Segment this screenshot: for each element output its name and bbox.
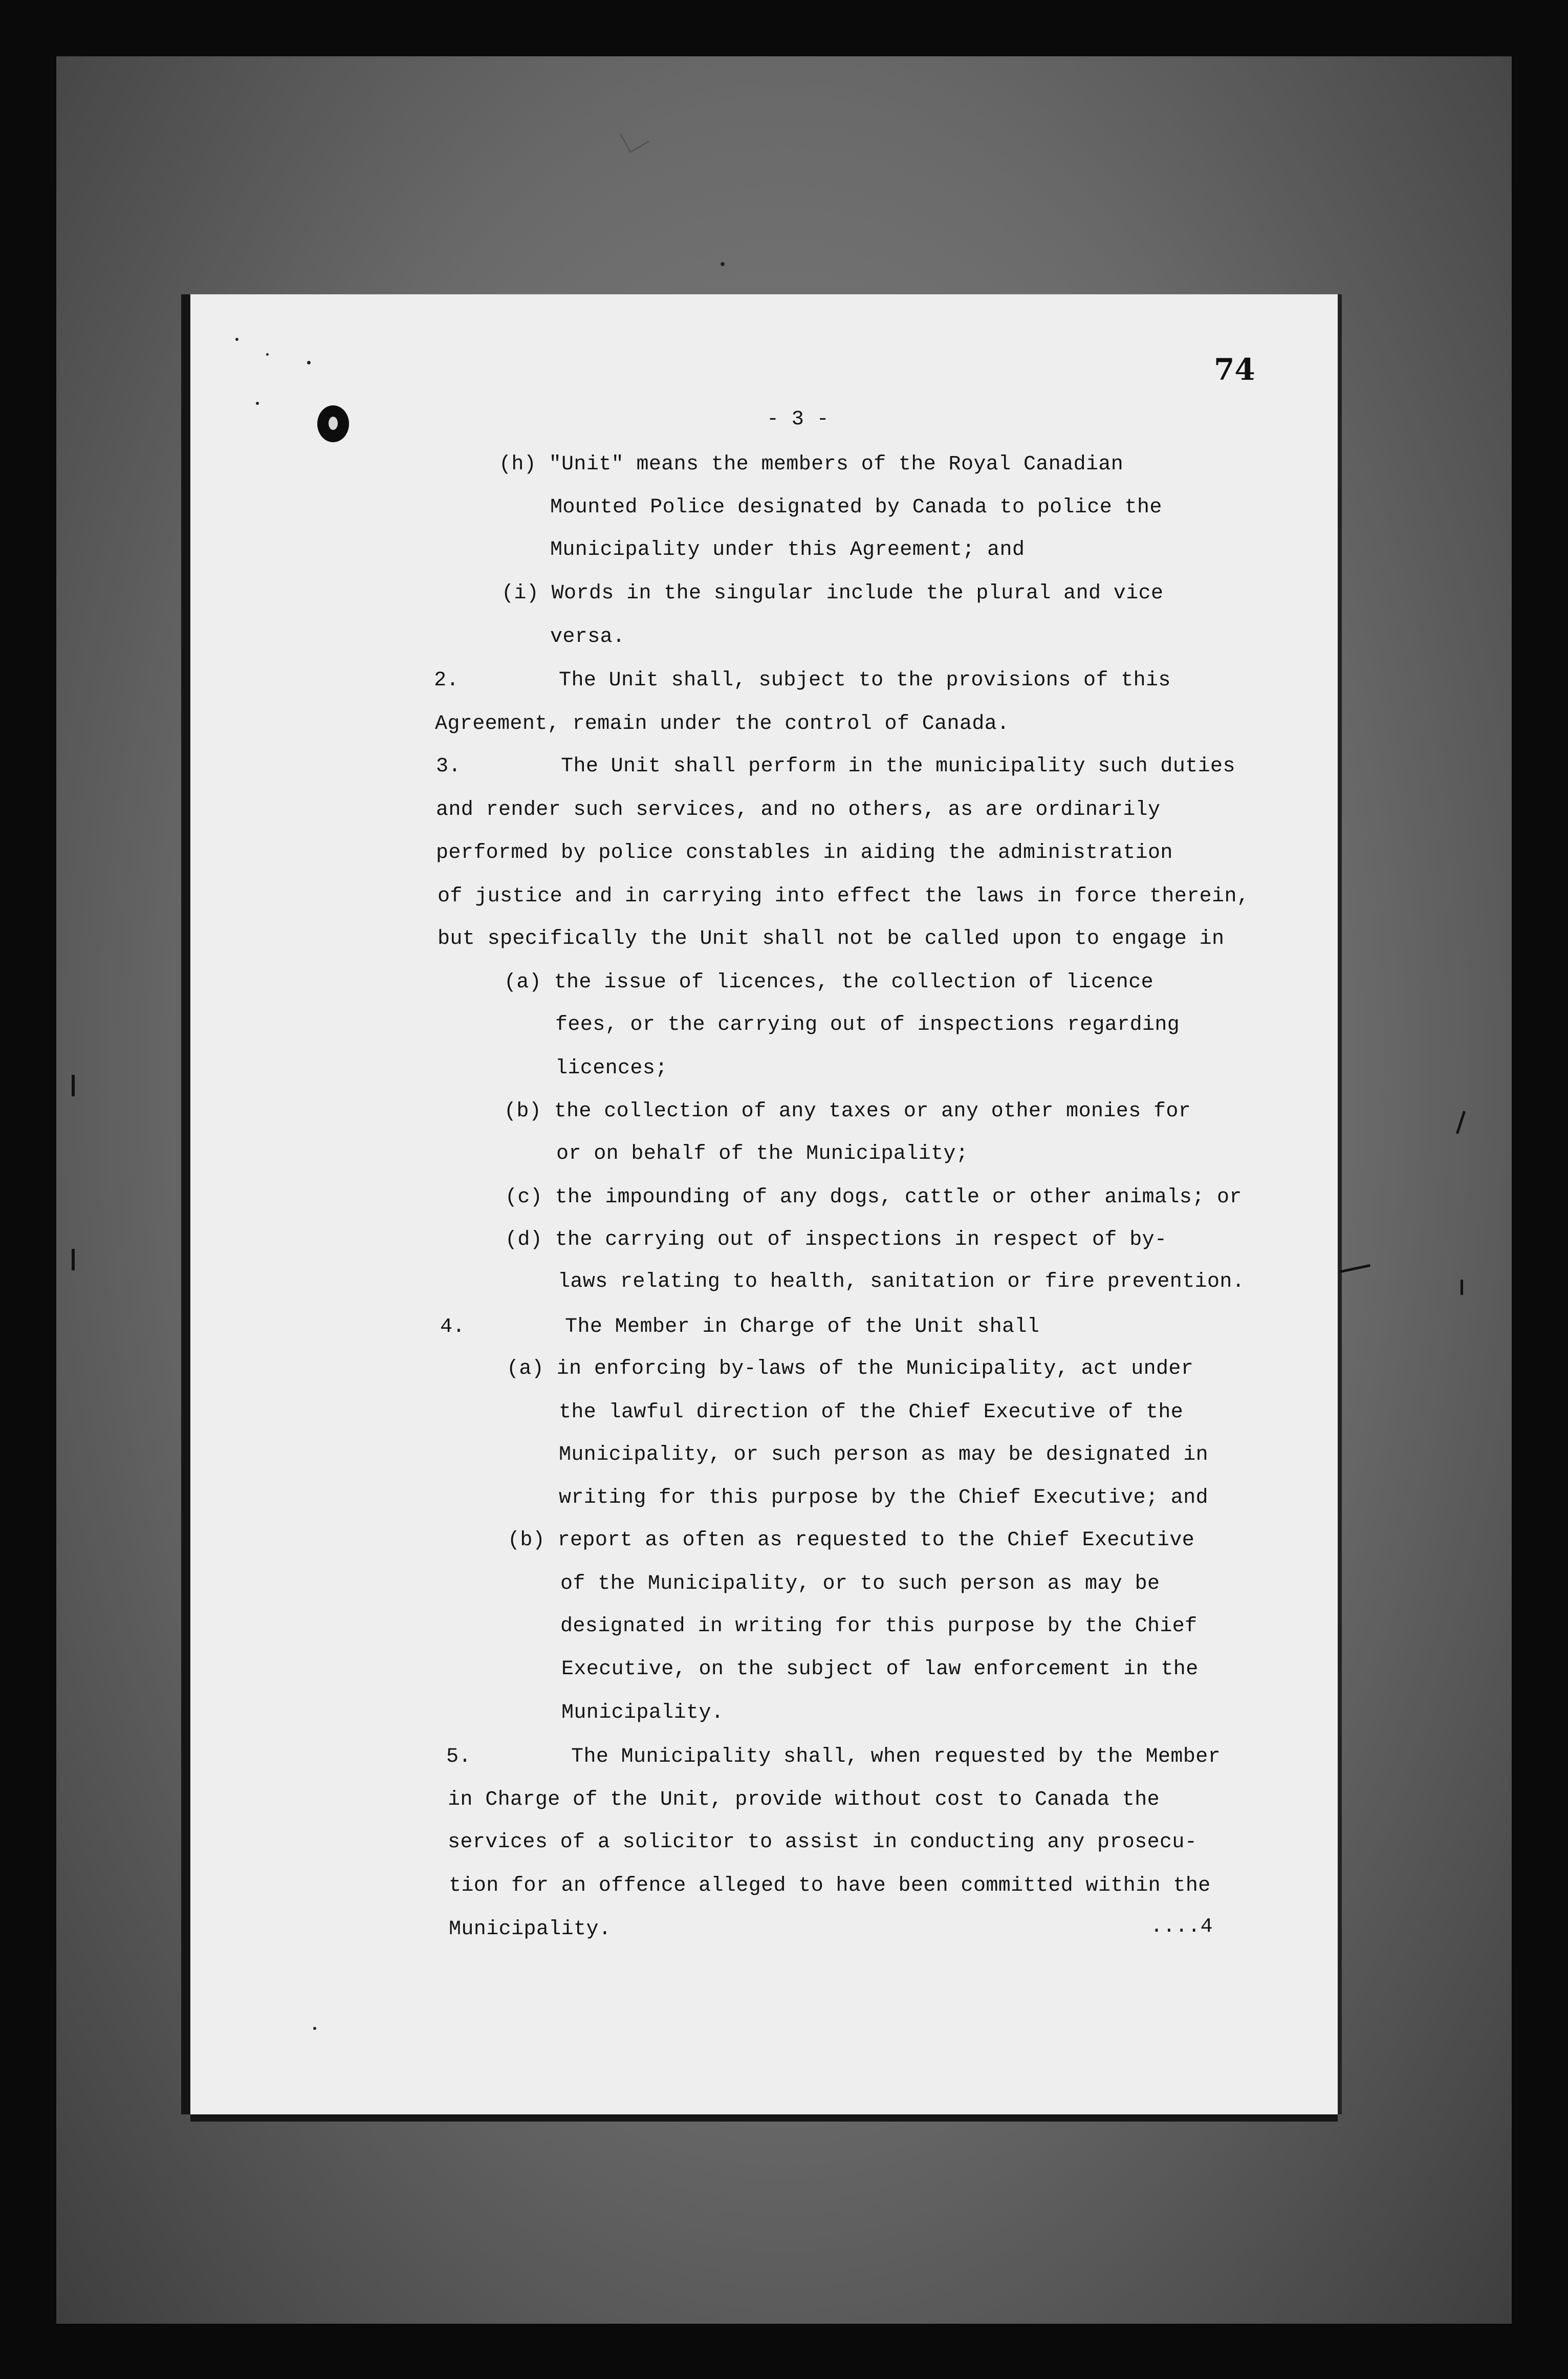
page-number: 74: [1214, 352, 1255, 387]
text-line: (i) Words in the singular include the plural and vice: [502, 582, 1164, 605]
text-line: or on behalf of the Municipality;: [556, 1142, 969, 1165]
dust-speck: [235, 338, 238, 341]
dust-speck: [721, 262, 725, 266]
text-line: of the Municipality, or to such person as may be: [560, 1572, 1160, 1595]
text-line: Agreement, remain under the control of Canada.: [435, 712, 1010, 736]
text-line: Municipality, or such person as may be designated in: [559, 1443, 1209, 1466]
text-line: and render such services, and no others, as are ordinarily: [436, 798, 1161, 821]
text-line: (b) report as often as requested to the Chief Executive: [508, 1529, 1195, 1552]
text-line: laws relating to health, sanitation or fire prevention.: [558, 1270, 1245, 1293]
continuation-marker: ....4: [1150, 1915, 1213, 1938]
text-line: the lawful direction of the Chief Executive of the: [559, 1401, 1184, 1424]
text-line: 3. The Unit shall perform in the municipality such duties: [436, 755, 1235, 778]
edge-mark: [1461, 1280, 1463, 1295]
text-line: 5. The Municipality shall, when requested by the Member: [446, 1745, 1221, 1768]
text-line: (d) the carrying out of inspections in respect of by-: [505, 1228, 1167, 1251]
text-line: licences;: [555, 1057, 668, 1080]
dust-speck: [256, 402, 259, 405]
text-line: (c) the impounding of any dogs, cattle or other animals; or: [505, 1186, 1242, 1209]
text-line: fees, or the carrying out of inspections regarding: [555, 1013, 1180, 1036]
text-line: 2. The Unit shall, subject to the provisions of this: [434, 669, 1171, 692]
punch-hole-icon: [317, 405, 349, 442]
dust-speck: [313, 2027, 316, 2030]
text-line: (h) "Unit" means the members of the Royal Canadian: [499, 453, 1124, 476]
text-line: but specifically the Unit shall not be called upon to engage in: [438, 927, 1225, 950]
text-line: (b) the collection of any taxes or any other monies for: [504, 1100, 1191, 1123]
text-line: services of a solicitor to assist in conducting any prosecu-: [448, 1831, 1197, 1854]
text-line: Mounted Police designated by Canada to police the: [550, 496, 1162, 519]
edge-mark: [72, 1075, 75, 1096]
text-line: Executive, on the subject of law enforcement in the: [561, 1658, 1199, 1681]
text-line: (a) in enforcing by-laws of the Municipality, act under: [507, 1357, 1194, 1380]
text-line: of justice and in carrying into effect the laws in force therein,: [438, 885, 1250, 908]
text-line: writing for this purpose by the Chief Executive; and: [559, 1486, 1209, 1509]
text-line: versa.: [550, 625, 625, 648]
text-line: Municipality under this Agreement; and: [550, 538, 1025, 561]
edge-mark: [72, 1249, 75, 1270]
text-line: tion for an offence alleged to have been committed within the: [449, 1874, 1211, 1897]
text-line: performed by police constables in aiding the administration: [436, 841, 1173, 864]
text-line: Municipality.: [561, 1701, 724, 1724]
dust-speck: [307, 361, 311, 364]
text-line: (a) the issue of licences, the collection of licence: [504, 971, 1154, 994]
text-line: 4. The Member in Charge of the Unit shall: [440, 1315, 1040, 1338]
text-line: Municipality.: [449, 1918, 612, 1941]
text-line: designated in writing for this purpose by the Chief: [560, 1615, 1197, 1638]
text-line: in Charge of the Unit, provide without cost to Canada the: [448, 1788, 1160, 1811]
dust-speck: [266, 353, 269, 356]
page-label: - 3 -: [767, 408, 830, 431]
